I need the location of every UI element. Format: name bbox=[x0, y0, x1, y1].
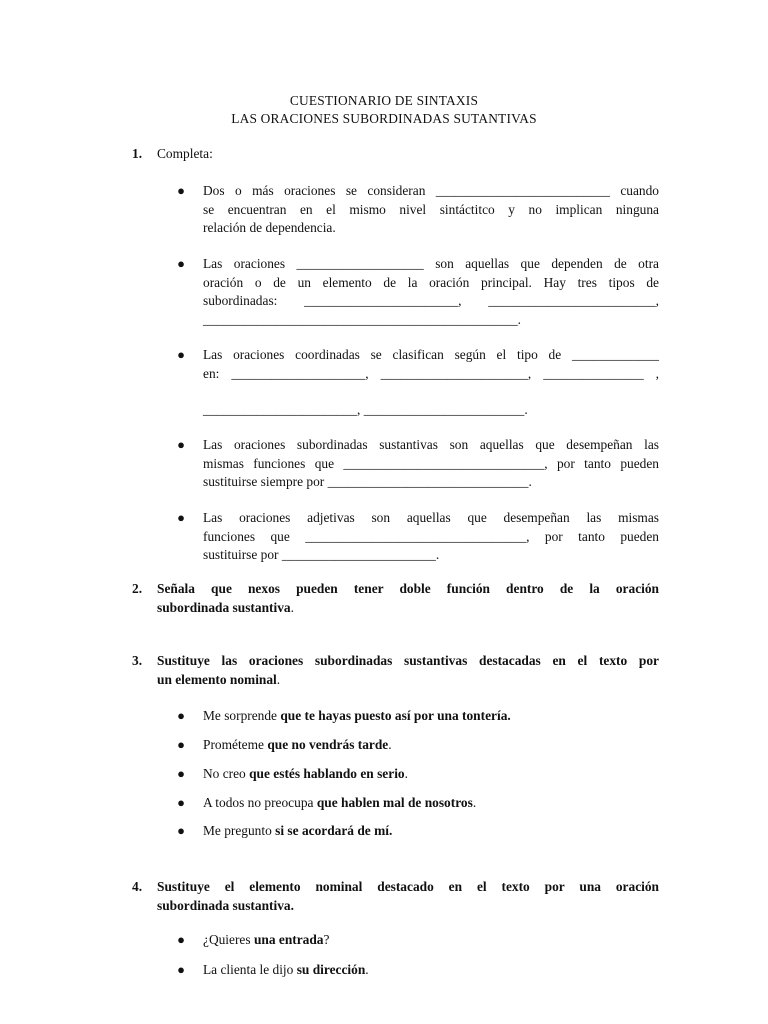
question-text: Sustituye el elemento nominal destacado en el texto por una oración subordinada sustantiva. bbox=[157, 879, 659, 913]
question-text: Señala que nexos pueden tener doble función dentro de la oración subordinada sustantiva. bbox=[157, 581, 659, 615]
question-text: Completa: bbox=[157, 146, 213, 161]
list-item: ● Me pregunto si se acordará de mí. bbox=[203, 822, 659, 841]
question-number: 2. bbox=[132, 581, 143, 596]
list-item: ● A todos no preocupa que hablen mal de nosotros. bbox=[203, 794, 659, 813]
bullet-icon: ● bbox=[177, 932, 185, 947]
bullet-icon: ● bbox=[177, 737, 185, 752]
bullet-icon: ● bbox=[177, 347, 185, 362]
list-item: ● Me sorprende que te hayas puesto así por una tontería. bbox=[203, 707, 659, 726]
list-item: ● Las oraciones coordinadas se clasifican según el tipo de _____________ en: ____________________, ______________________, _______________ , _______________________, ________________________. bbox=[177, 347, 659, 418]
question-number: 4. bbox=[132, 879, 143, 894]
list-item: ● Dos o más oraciones se consideran __________________________ cuando se encuentran en el mismo nivel sintáctitco y no implican ninguna relación de dependencia. bbox=[177, 183, 659, 236]
question-text: Sustituye las oraciones subordinadas sustantivas destacadas en el texto por un elemento nominal. bbox=[157, 653, 659, 687]
bullet-icon: ● bbox=[177, 256, 185, 271]
bullet-icon: ● bbox=[177, 823, 185, 838]
list-item: ● ¿Quieres una entrada? bbox=[203, 931, 659, 950]
document-subtitle: LAS ORACIONES SUBORDINADAS SUTANTIVAS bbox=[231, 111, 537, 126]
list-item: ● Las oraciones ___________________ son aquellas que dependen de otra oración o de un elemento de la oración principal. Hay tres tipos de subordinadas: _______________________, _________________________, _______________________________________________. bbox=[177, 256, 659, 327]
question-number: 1. bbox=[132, 146, 143, 161]
bullet-icon: ● bbox=[177, 183, 185, 198]
list-item: ● Las oraciones subordinadas sustantivas son aquellas que desempeñan las mismas funciones que ______________________________, por tanto pueden sustituirse siempre por ______________________________. bbox=[177, 437, 659, 490]
list-item: ● No creo que estés hablando en serio. bbox=[203, 765, 659, 784]
list-item: ● Prométeme que no vendrás tarde. bbox=[203, 736, 659, 755]
bullet-icon: ● bbox=[177, 437, 185, 452]
bullet-icon: ● bbox=[177, 766, 185, 781]
list-item: ● La clienta le dijo su dirección. bbox=[203, 961, 659, 980]
question-number: 3. bbox=[132, 653, 143, 668]
document-title: CUESTIONARIO DE SINTAXIS bbox=[289, 93, 479, 108]
bullet-icon: ● bbox=[177, 795, 185, 810]
bullet-icon: ● bbox=[177, 962, 185, 977]
bullet-icon: ● bbox=[177, 708, 185, 723]
list-item: ● Las oraciones adjetivas son aquellas que desempeñan las mismas funciones que _________________________________, por tanto pueden sustituirse por _______________________. bbox=[177, 510, 659, 563]
bullet-icon: ● bbox=[177, 510, 185, 525]
